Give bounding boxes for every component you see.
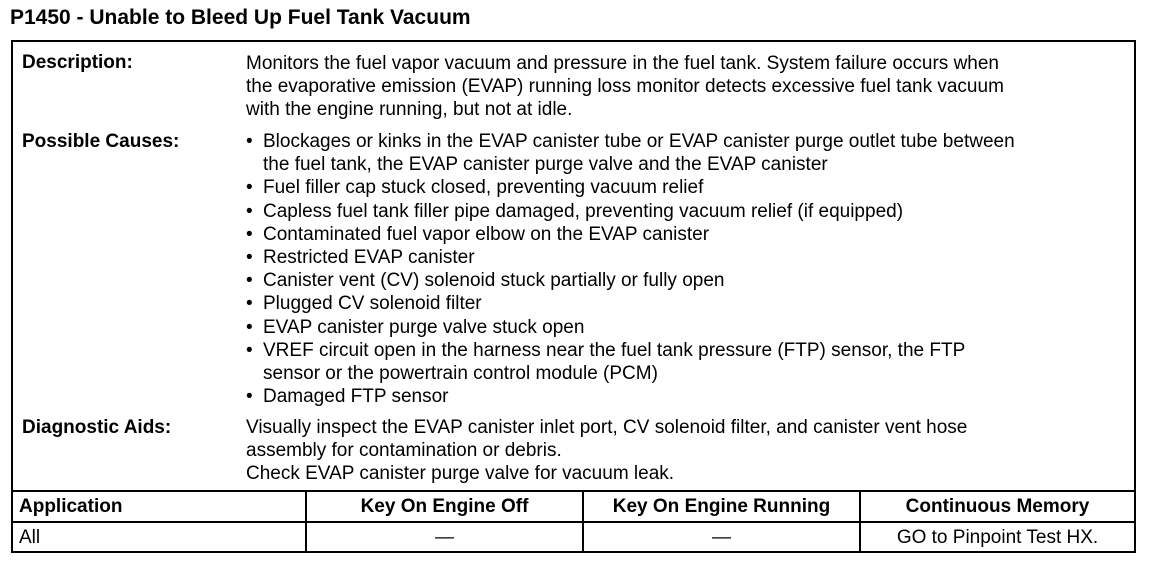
cause-item [246,223,1120,246]
cause-line: the fuel tank, the EVAP canister purge valve and the EVAP canister [263,154,828,176]
cause-item [246,176,1120,199]
diagnostic-aids-line: Check EVAP canister purge valve for vacuum leak. [246,463,675,485]
page-title: P1450 - Unable to Bleed Up Fuel Tank Vacuum [10,6,471,29]
cell-key-on-engine-off: — [306,522,583,553]
description-line: the evaporative emission (EVAP) running loss monitor detects excessive fuel tank vacuum [246,76,1004,98]
application-table [13,490,1134,553]
header-continuous-memory: Continuous Memory [860,491,1134,522]
cause-line: • Restricted EVAP canister [263,247,475,269]
header-application: Application [13,491,306,522]
cause-line: • EVAP canister purge valve stuck open [263,316,585,338]
cause-item [246,292,1120,315]
cause-line: • Canister vent (CV) solenoid stuck partially or fully open [263,270,725,292]
cause-line: • Contaminated fuel vapor elbow on the EVAP canister [263,223,710,245]
table-header-row [13,491,1134,522]
header-key-on-engine-running: Key On Engine Running [583,491,860,522]
diagnostic-aids-label: Diagnostic Aids: [22,417,172,438]
dtc-info-table [11,40,1136,553]
cause-line: • Blockages or kinks in the EVAP canister tube or EVAP canister purge outlet tube between [263,131,1015,152]
description-text [246,52,1120,122]
header-key-on-engine-off: Key On Engine Off [306,491,583,522]
cause-item [246,269,1120,292]
cause-line: sensor or the powertrain control module (PCM) [263,363,658,385]
description-line: Monitors the fuel vapor vacuum and pressure in the fuel tank. System failure occurs when [246,53,999,74]
cause-line: • Fuel filler cap stuck closed, preventing vacuum relief [263,177,704,199]
cause-line: • Capless fuel tank filler pipe damaged, preventing vacuum relief (if equipped) [263,200,904,222]
diagnostic-aids-line: assembly for contamination or debris. [246,440,562,462]
diagnostic-aids-text [246,416,1120,486]
cause-line: • Damaged FTP sensor [263,386,449,408]
cause-item [246,200,1120,223]
cause-item [246,339,1120,385]
possible-causes-list [246,130,1120,408]
possible-causes-label: Possible Causes: [22,131,180,152]
cause-line: • Plugged CV solenoid filter [263,293,482,315]
description-label: Description: [22,52,133,73]
cause-line: • VREF circuit open in the harness near the fuel tank pressure (FTP) sensor, the FTP [263,339,966,361]
description-line: with the engine running, but not at idle. [246,99,573,121]
cell-application: All [13,522,306,553]
cause-item [246,316,1120,339]
cause-item [246,385,1120,408]
cell-continuous-memory: GO to Pinpoint Test HX. [860,522,1134,553]
possible-causes-list-wrap [246,130,1120,408]
diagnostic-aids-line: Visually inspect the EVAP canister inlet port, CV solenoid filter, and canister vent hose [246,417,968,438]
cause-item [246,246,1120,269]
cause-item [246,130,1120,176]
table-row [13,522,1134,553]
cell-key-on-engine-running: — [583,522,860,553]
